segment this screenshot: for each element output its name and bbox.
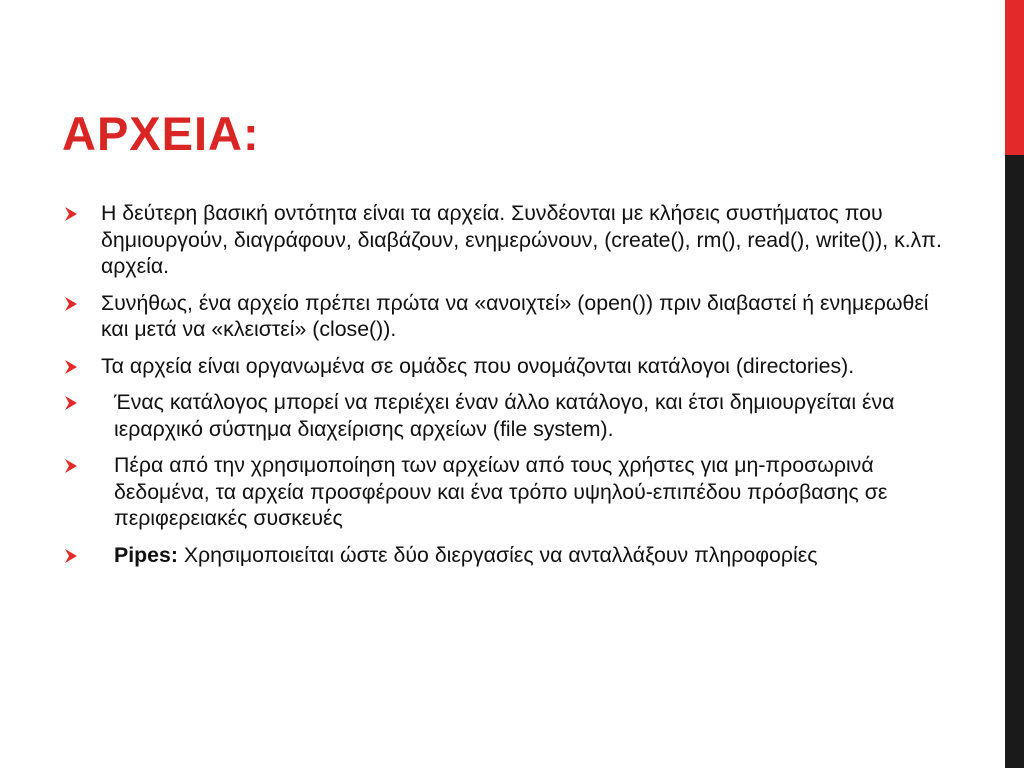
list-item xyxy=(62,353,942,380)
bullet-text: Τα αρχεία είναι οργανωμένα σε ομάδες που ονομάζονται κατάλογοι (directories). xyxy=(101,353,855,378)
list-item xyxy=(62,542,942,569)
list-item xyxy=(62,200,942,280)
slide-title: ΑΡΧΕΙΑ: xyxy=(62,107,260,160)
chevron-arrow-icon xyxy=(63,296,79,312)
chevron-arrow-icon xyxy=(63,458,79,474)
chevron-arrow-icon xyxy=(63,359,79,375)
bullet-text: Η δεύτερη βασική οντότητα είναι τα αρχεία. Συνδέονται με κλήσεις συστήματος που δημιουργούν, διαγράφουν, διαβάζουν, ενημερώνουν, (create(), rm(), read(), write()), κ.λπ. αρχεία. xyxy=(101,201,942,278)
bullet-text: Χρησιμοποιείται ώστε δύο διεργασίες να ανταλλάξουν πληροφορίες xyxy=(177,542,818,567)
chevron-arrow-icon xyxy=(63,548,79,564)
bullet-text: Ένας κατάλογος μπορεί να περιέχει έναν άλλο κατάλογο, και έτσι δημιουργείται ένα ιεραρχικό σύστημα διαχείρισης αρχείων (file system). xyxy=(114,390,895,441)
bullet-list xyxy=(62,200,942,578)
chevron-arrow-icon xyxy=(63,206,79,222)
list-item xyxy=(62,389,942,442)
bullet-text: Συνήθως, ένα αρχείο πρέπει πρώτα να «ανοιχτεί» (open()) πριν διαβαστεί ή ενημερωθεί και μετά να «κλειστεί» (close()). xyxy=(101,290,929,341)
bullet-bold-term: Pipes: xyxy=(114,542,178,567)
chevron-arrow-icon xyxy=(63,395,79,411)
list-item xyxy=(62,290,942,343)
bullet-text: Πέρα από την χρησιμοποίηση των αρχείων από τους χρήστες για μη-προσωρινά δεδομένα, τα αρχεία προσφέρουν και ένα τρόπο υψηλού-επιπέδου πρόσβασης σε περιφερειακές συσκευές xyxy=(114,453,888,530)
accent-bar-red xyxy=(1005,0,1024,155)
list-item xyxy=(62,452,942,532)
accent-bar-dark xyxy=(1005,155,1024,768)
